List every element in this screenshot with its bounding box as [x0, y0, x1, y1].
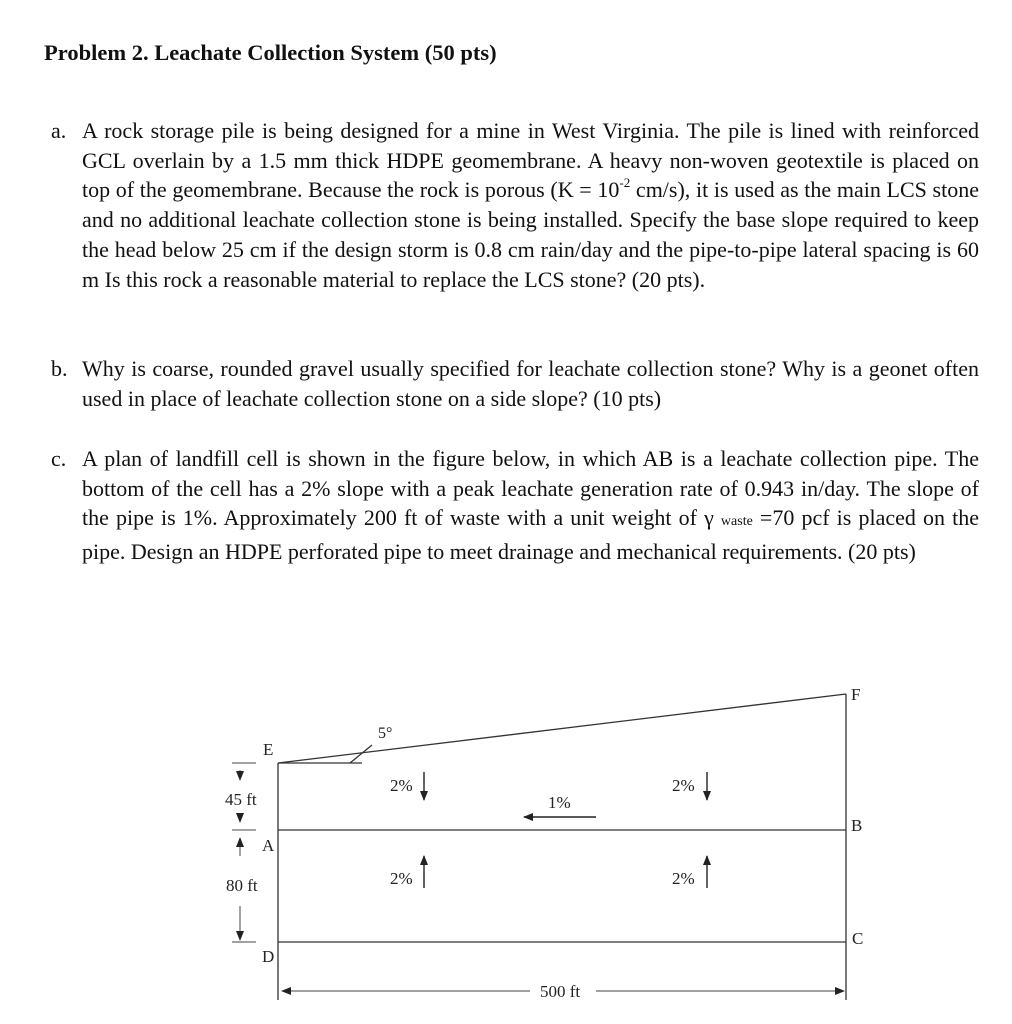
- dimension-45ft-label: 45 ft: [225, 790, 257, 809]
- label-d: D: [262, 947, 275, 966]
- slope-label-lower-left: 2%: [390, 869, 413, 888]
- problem-title: Problem 2. Leachate Collection System (50 pts): [44, 40, 497, 65]
- gamma-symbol: γ: [704, 505, 714, 531]
- part-b-letter: b.: [51, 356, 68, 381]
- cell-outline: [278, 694, 846, 1000]
- dimension-500ft-label: 500 ft: [540, 982, 581, 1001]
- slope-label-upper-right: 2%: [672, 776, 695, 795]
- label-f: F: [851, 685, 861, 704]
- part-a-text-1: A rock storage pile is being designed for a mine in West Virginia. The pile is lined with reinforced GCL overlain by a 1.5 mm thick HDPE geomembrane. A heavy non-woven geotextile is placed on top of the geomembrane. Because the rock is porous (K = 10: [82, 118, 979, 203]
- label-b: B: [851, 816, 863, 835]
- part-c-text-1: A plan of landfill cell is shown in the figure below, in which AB is a leachate collection pipe. The bottom of the cell has a 2% slope with a peak leachate generation rate of 0.943 in/day. The slope of the pipe is 1%. Approximately 200 ft of waste with a unit weight of: [82, 446, 979, 531]
- label-a: A: [262, 836, 275, 855]
- part-a-letter: a.: [51, 118, 67, 143]
- slope-label-upper-left: 2%: [390, 776, 413, 795]
- angle-label: 5°: [378, 725, 393, 742]
- label-e: E: [263, 740, 274, 759]
- dimension-80ft-label: 80 ft: [226, 876, 258, 895]
- part-a-exponent: -2: [619, 175, 631, 191]
- pipe-slope-label: 1%: [548, 793, 571, 812]
- part-c-text-2: =70 pcf is placed on the pipe. Design an HDPE perforated pipe to meet drainage and mechanical requirements. (20 pts): [82, 505, 979, 565]
- part-c-letter: c.: [51, 446, 67, 471]
- part-b-text: Why is coarse, rounded gravel usually specified for leachate collection stone? Why is a geonet often used in place of leachate collection stone on a side slope? (10 pts): [82, 356, 979, 411]
- gamma-subscript: waste: [720, 514, 753, 530]
- part-a-text-2: cm/s), it is used as the main LCS stone and no additional leachate collection stone is being installed. Specify the base slope required to keep the head below 25 cm if the design storm is 0.8 cm rain/day and the pipe-to-pipe lateral spacing is 60 m Is this rock a reasonable material to replace the LCS stone? (20 pts).: [82, 177, 979, 292]
- slope-label-lower-right: 2%: [672, 869, 695, 888]
- label-c: C: [852, 929, 864, 948]
